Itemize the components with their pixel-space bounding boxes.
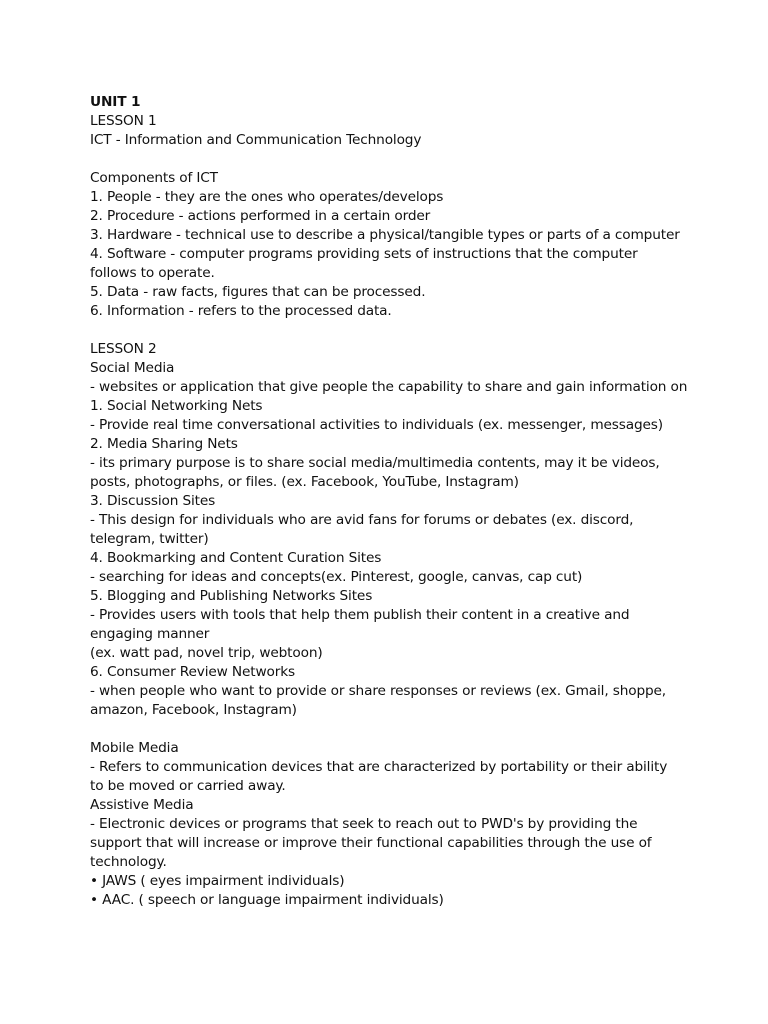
social-media-type-name: 2. Media Sharing Nets (90, 436, 238, 452)
mobile-media-description: - Refers to communication devices that are characterized by portability or their ability to be moved or carried away. (90, 759, 668, 794)
unit-title: UNIT 1 (90, 94, 141, 110)
social-media-type-desc: - This design for individuals who are avid fans for forums or debates (ex. discord, telegram, twitter) (90, 512, 634, 547)
social-media-type-desc: - searching for ideas and concepts(ex. Pinterest, google, canvas, cap cut) (90, 569, 583, 585)
lesson2-title: LESSON 2 (90, 341, 157, 357)
component-item: 4. Software - computer programs providing sets of instructions that the computer follows to operate. (90, 246, 638, 281)
spacer (90, 150, 680, 169)
social-media-heading: Social Media (90, 360, 175, 376)
social-media-type-desc: - when people who want to provide or share responses or reviews (ex. Gmail, shoppe, amazon, Facebook, Instagram) (90, 683, 666, 718)
spacer (90, 720, 680, 739)
assistive-media-bullet: • JAWS ( eyes impairment individuals) (90, 873, 345, 889)
lesson1-subtitle: ICT - Information and Communication Technology (90, 132, 422, 148)
assistive-media-bullet: • AAC. ( speech or language impairment individuals) (90, 892, 444, 908)
social-media-type-desc: - Provide real time conversational activities to individuals (ex. messenger, messages) (90, 417, 663, 433)
social-media-type-desc: - Provides users with tools that help them publish their content in a creative and engaging manner (90, 607, 630, 642)
component-item: 3. Hardware - technical use to describe a physical/tangible types or parts of a computer (90, 227, 680, 243)
component-item: 2. Procedure - actions performed in a certain order (90, 208, 431, 224)
component-item: 6. Information - refers to the processed data. (90, 303, 392, 319)
social-media-type-name: 6. Consumer Review Networks (90, 664, 295, 680)
assistive-media-heading: Assistive Media (90, 797, 194, 813)
social-media-definition: - websites or application that give people the capability to share and gain information on (90, 379, 688, 395)
component-item: 5. Data - raw facts, figures that can be processed. (90, 284, 426, 300)
lesson1-title: LESSON 1 (90, 113, 157, 129)
social-media-type-name: 1. Social Networking Nets (90, 398, 263, 414)
component-item: 1. People - they are the ones who operates/develops (90, 189, 444, 205)
components-heading: Components of ICT (90, 170, 218, 186)
document-content (90, 93, 688, 910)
social-media-type-name: 4. Bookmarking and Content Curation Sites (90, 550, 382, 566)
mobile-media-heading: Mobile Media (90, 740, 179, 756)
social-media-type-desc: - its primary purpose is to share social media/multimedia contents, may it be videos, posts, photographs, or files. (ex. Facebook, YouTube, Instagram) (90, 455, 660, 490)
assistive-media-description: - Electronic devices or programs that seek to reach out to PWD's by providing the support that will increase or improve their functional capabilities through the use of technology. (90, 816, 652, 870)
social-media-type-examples: (ex. watt pad, novel trip, webtoon) (90, 645, 323, 661)
social-media-type-name: 5. Blogging and Publishing Networks Sites (90, 588, 373, 604)
social-media-type-name: 3. Discussion Sites (90, 493, 216, 509)
spacer (90, 321, 680, 340)
